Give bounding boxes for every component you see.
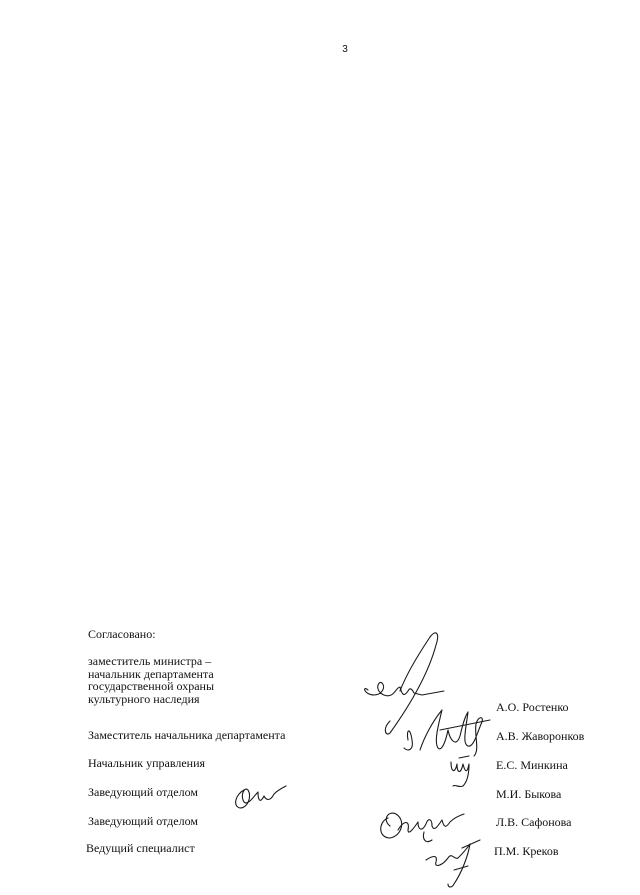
signature-krekov — [418, 830, 493, 892]
signatory-position-2: Заместитель начальника департамента — [88, 728, 286, 742]
signatory-name-4: М.И. Быкова — [496, 787, 562, 801]
approval-heading: Согласовано: — [88, 627, 156, 641]
signatory-name-1: А.О. Ростенко — [496, 700, 569, 714]
signatory-name-2: А.В. Жаворонков — [496, 729, 585, 743]
signatory-name-3: Е.С. Минкина — [496, 758, 568, 772]
signatory-position-6: Ведущий специалист — [86, 841, 195, 855]
signatory-position-3: Начальник управления — [88, 756, 206, 770]
signatory-position-5: Заведующий отделом — [88, 814, 198, 828]
page-number: 3 — [342, 44, 348, 55]
signature-zhavoronkov — [398, 700, 498, 760]
signature-bykova — [230, 782, 292, 814]
signatory-name-6: П.М. Креков — [494, 844, 559, 858]
signatory-position-4: Заведующий отделом — [88, 785, 198, 799]
signature-minkina — [445, 752, 480, 792]
signatory-position-1: заместитель министра – начальник департамента государственной охраны культурного наследия — [88, 654, 215, 706]
signatory-name-5: Л.В. Сафонова — [496, 815, 572, 829]
